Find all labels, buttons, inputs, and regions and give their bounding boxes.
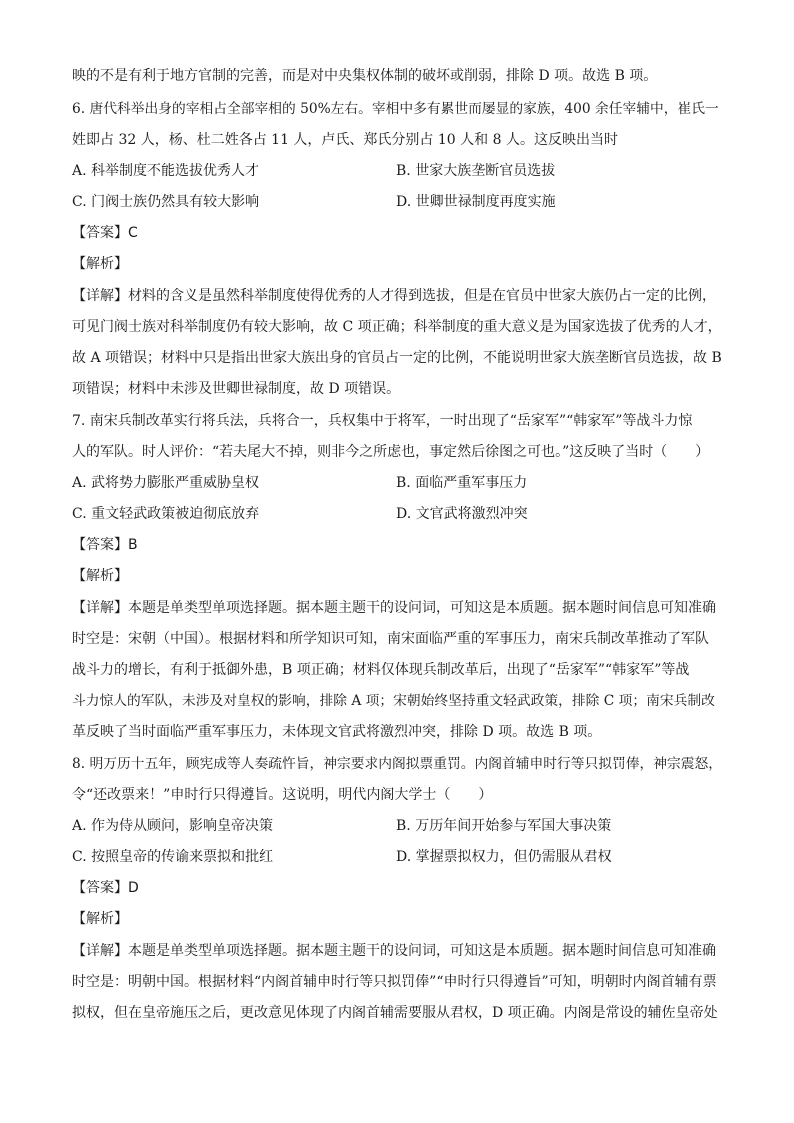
question-6-option-c: C. 门阀士族仍然具有较大影响	[72, 194, 260, 210]
question-8-answer: 【答案】D	[72, 880, 139, 896]
question-7-option-a: A. 武将势力膨胀严重威胁皇权	[72, 475, 260, 491]
question-7-analysis-heading: 【解析】	[72, 568, 128, 584]
question-7-detail-line: 【详解】本题是单类型单项选择题。据本题主题干的设问词，可知这是本质题。据本题时间信息可知准确	[72, 600, 716, 616]
question-8-stem-line-2: 令“还改票来！”申时行只得遵旨。这说明，明代内阁大学士（ ）	[72, 787, 493, 803]
question-6-detail-line: 【详解】材料的含义是虽然科举制度使得优秀的人才得到选拔，但是在官员中世家大族仍占一定的比例，	[72, 288, 716, 304]
question-7-detail-line: 革反映了当时面临严重军事压力，未体现文官武将激烈冲突，排除 D 项。故选 B 项。	[72, 724, 602, 740]
question-8-detail-line: 【详解】本题是单类型单项选择题。据本题主题干的设问词，可知这是本质题。据本题时间信息可知准确	[72, 943, 716, 959]
question-8-analysis-heading: 【解析】	[72, 911, 128, 927]
question-6-detail-line: 可见门阀士族对科举制度仍有较大影响，故 C 项正确；科举制度的重大意义是为国家选拔了优秀的人才，	[72, 319, 722, 335]
question-8-detail-line: 拟权，但在皇帝施压之后，更改意见体现了内阁首辅需要服从君权，D 项正确。内阁是常设的辅佐皇帝处	[72, 1005, 718, 1021]
question-7-answer: 【答案】B	[72, 537, 138, 553]
question-7-option-c: C. 重文轻武政策被迫彻底放弃	[72, 506, 260, 522]
intro-text-line: 映的不是有利于地方官制的完善，而是对中央集权体制的破坏或削弱，排除 D 项。故选 B 项。	[72, 68, 658, 84]
question-6-stem-line-1: 6. 唐代科举出身的宰相占全部宰相的 50%左右。宰相中多有累世而屡显的家族，400 余任宰辅中，崔氏一	[72, 101, 719, 117]
question-6-detail-line: 故 A 项错误；材料中只是指出世家大族出身的官员占一定的比例，不能说明世家大族垄断官员选拔，故 B	[72, 350, 722, 366]
question-6-answer: 【答案】C	[72, 225, 138, 241]
question-8-option-a: A. 作为侍从顾问，影响皇帝决策	[72, 818, 274, 834]
question-8-stem-line-1: 8. 明万历十五年，顾宪成等人奏疏忤旨，神宗要求内阁拟票重罚。内阁首辅申时行等只拟罚俸，神宗震怒，	[72, 756, 722, 772]
question-6-option-a: A. 科举制度不能选拔优秀人才	[72, 163, 260, 179]
question-7-detail-line: 战斗力的增长，有利于抵御外患，B 项正确；材料仅体现兵制改革后，出现了“岳家军”“韩家军”等战	[72, 662, 690, 678]
question-6-stem-line-2: 姓即占 32 人，杨、杜二姓各占 11 人，卢氏、郑氏分别占 10 人和 8 人。这反映出当时	[72, 132, 618, 148]
question-8-option-b: B. 万历年间开始参与军国大事决策	[396, 818, 612, 834]
question-8-option-c: C. 按照皇帝的传谕来票拟和批红	[72, 849, 274, 865]
question-6-detail-line: 项错误；材料中未涉及世卿世禄制度，故 D 项错误。	[72, 381, 401, 397]
question-7-option-d: D. 文官武将激烈冲突	[396, 506, 528, 522]
question-7-option-b: B. 面临严重军事压力	[396, 475, 528, 491]
question-7-detail-line: 时空是：宋朝（中国）。根据材料和所学知识可知，南宋面临严重的军事压力，南宋兵制改革推动了军队	[72, 631, 709, 647]
question-6-option-d: D. 世卿世禄制度再度实施	[396, 194, 556, 210]
question-7-stem-line-1: 7. 南宋兵制改革实行将兵法，兵将合一，兵权集中于将军，一时出现了“岳家军”“韩家军”等战斗力惊	[72, 413, 693, 429]
question-6-analysis-heading: 【解析】	[72, 256, 128, 272]
question-8-detail-line: 时空是：明朝中国。根据材料“内阁首辅申时行等只拟罚俸”“申时行只得遵旨”可知，明朝时内阁首辅有票	[72, 974, 717, 990]
question-7-detail-line: 斗力惊人的军队，未涉及对皇权的影响，排除 A 项；宋朝始终坚持重文轻武政策，排除 C 项；南宋兵制改	[72, 693, 715, 709]
question-8-option-d: D. 掌握票拟权力，但仍需服从君权	[396, 849, 612, 865]
question-7-stem-line-2: 人的军队。时人评价：“若夫尾大不掉，则非今之所虑也，事定然后徐图之可也。”这反映了当时（ ）	[72, 444, 710, 460]
question-6-option-b: B. 世家大族垄断官员选拔	[396, 163, 556, 179]
